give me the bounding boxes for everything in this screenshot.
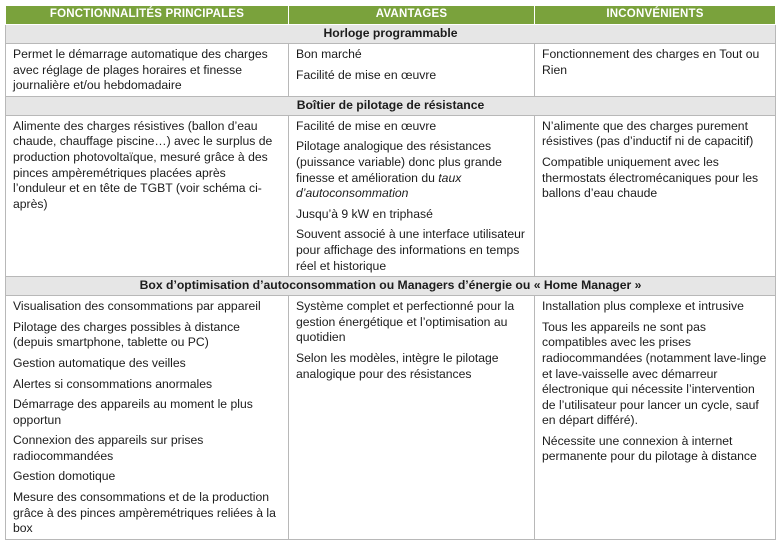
comparison-table [5,5,776,540]
drawback-item: Nécessite une connexion à internet permanente pour du pilotage à distance [542,433,757,464]
section-title: Horloge programmable [6,25,776,44]
function-item: Connexion des appareils sur prises radiocommandées [13,433,204,463]
drawback-item: Fonctionnement des charges en Tout ou Rien [542,47,760,77]
advantages-cell [289,44,535,97]
functions-cell [6,44,289,97]
functions-cell [6,115,289,276]
function-item: Démarrage des appareils au moment le plus opportun [13,397,253,427]
drawbacks-cell [535,44,776,97]
advantage-item: Jusqu’à 9 kW en triphasé [296,206,433,221]
advantages-cell [289,296,535,540]
advantage-item: Selon les modèles, intègre le pilotage analogique pour des résistances [296,350,499,381]
advantage-item: Souvent associé à une interface utilisateur pour affichage des informations en temps réel et historique [296,227,525,273]
section-content-row [6,44,776,97]
section-header-row [6,96,776,115]
function-item: Permet le démarrage automatique des charges avec réglage de plages horaires et finesse journalière et/ou hebdomadaire [13,47,268,93]
advantage-item-pilotage [296,139,526,201]
advantage-item: Système complet et perfectionné pour la gestion énergétique et l’optimisation au quotidien [296,299,515,345]
drawback-item: N’alimente que des charges purement résistives (pas d’inductif ni de capacitif) [542,118,754,149]
header-functions: FONCTIONNALITÉS PRINCIPALES [6,6,289,25]
header-drawbacks: INCONVÉNIENTS [535,6,776,25]
header-row [6,6,776,25]
advantage-item: Bon marché [296,47,362,61]
function-item: Mesure des consommations et de la production grâce à des pinces ampèremétriques reliées à la box [13,490,276,536]
advantage-item: Facilité de mise en œuvre [296,118,437,133]
advantage-item: Facilité de mise en œuvre [296,67,437,82]
section-content-row [6,296,776,540]
drawback-item: Tous les appareils ne sont pas compatibles avec les prises radiocommandées (notamment lave-linge et lave-vaisselle avec démarreur électronique qui nécessite l’intervention de l’utilisateur pour lancer un cycle, sauf en départ différé). [542,319,767,428]
function-item: Alertes si consommations anormales [13,376,213,391]
section-title: Boîtier de pilotage de résistance [6,96,776,115]
functions-cell [6,296,289,540]
drawback-item: Compatible uniquement avec les thermostats électromécaniques pour les ballons d’eau chaude [542,154,759,201]
drawbacks-cell [535,296,776,540]
section-content-row [6,115,776,276]
function-item: Gestion automatique des veilles [13,355,186,370]
function-item: Visualisation des consommations par appareil [13,299,261,314]
function-item: Alimente des charges résistives (ballon d’eau chaude, chauffage piscine…) avec le surplus de production photovoltaïque, mesuré grâce à des pinces ampèremétriques placées après l’onduleur et en tête de TGBT (voir schéma ci-après) [13,118,273,211]
comparison-table-wrapper [5,5,775,540]
function-item: Gestion domotique [13,469,116,484]
header-advantages: AVANTAGES [289,6,535,25]
function-item: Pilotage des charges possibles à distance (depuis smartphone, tablette ou PC) [13,319,240,350]
drawbacks-cell [535,115,776,276]
section-title: Box d’optimisation d’autoconsommation ou Managers d’énergie ou « Home Manager » [6,277,776,296]
drawback-item: Installation plus complexe et intrusive [542,299,744,314]
advantages-cell [289,115,535,276]
section-header-row [6,25,776,44]
advantage-pilotage-emphasis: taux d’autoconsommation [296,170,462,201]
section-header-row [6,277,776,296]
advantage-pilotage-text: Pilotage analogique des résistances (puissance variable) donc plus grande finesse et amélioration du [296,139,502,185]
